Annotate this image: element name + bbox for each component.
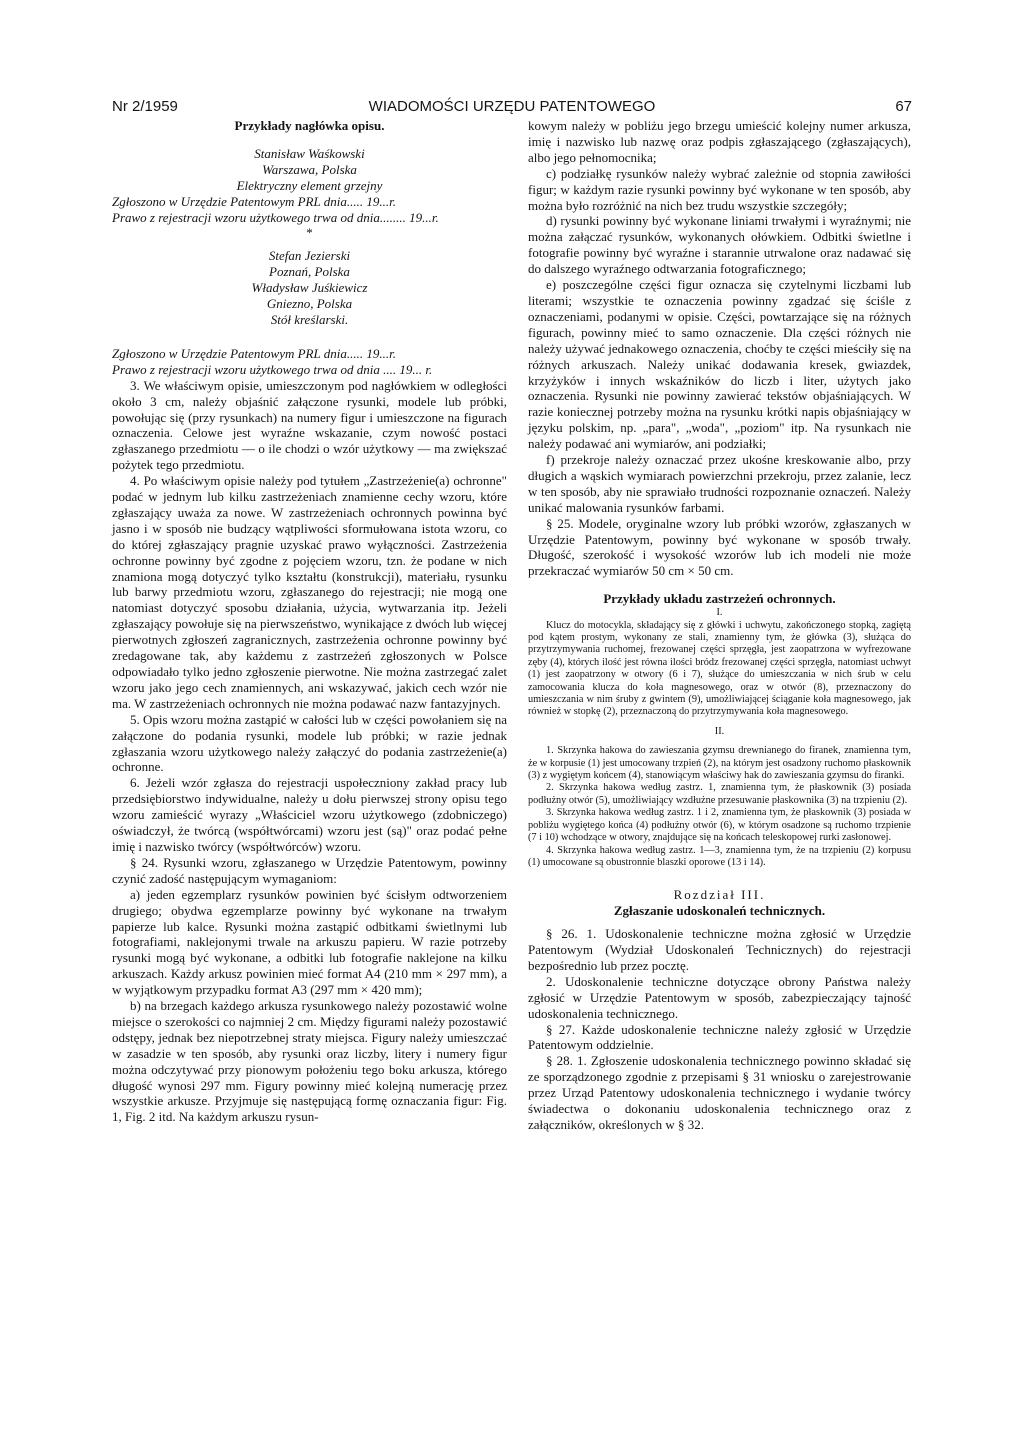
example1-city: Warszawa, Polska [262,161,357,177]
page-number: 67 [895,98,912,115]
left-column [112,118,507,1125]
page-header [112,98,912,120]
example2-author2: Władysław Juśkiewicz [251,280,368,296]
paragraph-4: 4. Po właściwym opisie należy pod tytułem „Zastrzeżenie(a) ochronne" podać w jednym lub kilku zastrzeżeniach znamienne cechy wzoru, które zgłaszający uważa za nowe. W zastrzeżeniach ochronnych powinna być jasno i w sposób nie budzący wątpliwości sformułowana istota wzoru, co do której zgłaszający pragnie uzyskać prawo wyłączności. Zastrzeżenia ochronne powinny być zgodne z pojęciem wzoru, tzn. że podane w nich znamiona mogą dotyczyć tylko kształtu (konstrukcji), materiału, rysunku lub barwy przedmiotu wzoru, zgłaszanego do rejestracji; nie mogą one natomiast dotyczyć sposobu działania, użycia, wytwarzania itp. Jeżeli zgłaszający powołuje się na pierwszeństwo, wynikające z dwóch lub więcej pierwotnych zgłoszeń zagranicznych, zastrzeżenia ochronne powinny być zredagowane tak, aby każdemu z zastrzeżeń zgłoszonych w Polsce odpowiadało tylko jedno zgłoszenie pierwotne. Nie można zastrzegać zalet wzoru jako jego cech znamiennych, ani wskazywać, jakich cech wzór nie ma. W zastrzeżeniach ochronnych nie można podawać nazw fantazyjnych. [112,473,507,711]
right-column [528,118,911,1133]
example1-filed: Zgłoszono w Urzędzie Patentowym PRL dnia..... 19...r. [112,193,396,209]
example-ii-label: II. [714,725,725,737]
section-27: § 27. Każde udoskonalenie techniczne należy zgłosić w Urzędzie Patentowym oddzielnie. [528,1021,911,1053]
example1-author: Stanisław Waśkowski [254,145,365,161]
claim-item: 4. Skrzynka hakowa według zastrz. 1—3, znamienna tym, że na trzpieniu (2) korpusu (1) umocowane są obustronnie blaszki oporowe (13 i 14). [528,844,911,868]
section-24: § 24. Rysunki wzoru, zgłaszanego w Urzędzie Patentowym, powinny czynić zadość następującym wymaganiom: [112,854,507,886]
example-i-label: I. [716,607,723,619]
item-b: b) na brzegach każdego arkusza rysunkowego należy pozostawić wolne miejsce o szerokości co najmniej 2 cm. Między figurami należy pozostawić odstępy, jednak bez niepotrzebnej straty miejsca. Figury należy umieszczać w zasadzie w ten sposób, aby rysunki oraz liczby, litery i numery figur można odczytywać przy pionowym położeniu tego boku arkusza, którego długość wynosi 297 mm. Figury powinny mieć kolejną numerację przez wszystkie arkusze. Przyjmuje się następującą formę oznaczania figur: Fig. 1, Fig. 2 itd. Na każdym arkuszu rysun- [112,998,507,1125]
section-28: § 28. 1. Zgłoszenie udoskonalenia technicznego powinno składać się ze sporządzonego zgodnie z przepisami § 31 wniosku o zarejestrowanie przez Urząd Patentowy udoskonalenia technicznego i wydanie twórcy świadectwa o dokonaniu udoskonalenia technicznego oraz z załączników, określonych w § 32. [528,1053,911,1132]
claim-item: 1. Skrzynka hakowa do zawieszania gzymsu drewnianego do firanek, znamienna tym, że w korpusie (1) jest umocowany trzpień (2), na którym jest osadzony ruchomo płaskownik (3) z wygiętym końcem (4), stanowiącym właściwy hak do zawieszania gzymsu do firanki. [528,745,911,782]
example2-city2: Gniezno, Polska [266,296,353,312]
issue-number: Nr 2/1959 [112,98,178,115]
chapter-title: Zgłaszanie udoskonaleń technicznych. [613,903,826,919]
paragraph-6: 6. Jeżeli wzór zgłasza do rejestracji uspołeczniony zakład pracy lub przedsiębiorstwo indywidualne, należy u dołu pierwszej strony opisu tego wzoru zamieścić wyrazy „Właściciel wzoru użytkowego (zdobniczego) oświadczył, że twórcą (współtwórcami) wzoru jest (są)" oraz podać pełne imię i nazwisko twórcy (współtwórców) wzoru. [112,775,507,854]
item-f: f) przekroje należy oznaczać przez ukośne kreskowanie albo, przy długich a wąskich wymiarach powierzchni przekroju, przez zalanie, lecz w ten sposób, aby nie sprawiało trudności rozpoznanie oznaczeń. Należy unikać malowania rysunków farbami. [528,452,911,515]
section-26-2: 2. Udoskonalenie techniczne dotyczące obrony Państwa należy zgłosić w Urzędzie Patentowym w sposób, zabezpieczający tajność udoskonalenia technicznego. [528,973,911,1021]
example1-title: Elektryczny element grzejny [236,177,383,193]
chapter-label: Rozdział III. [673,887,766,903]
asterisk-separator: * [306,225,313,241]
section-25: § 25. Modele, oryginalne wzory lub próbki wzorów, zgłaszanych w Urzędzie Patentowym, powinny być wykonane w sposób trwały. Długość, szerokość i wysokość wzorów lub ich modeli nie może przekraczać wymiarów 50 cm × 50 cm. [528,515,911,579]
claim-item: 2. Skrzynka hakowa według zastrz. 1, znamienna tym, że płaskownik (3) posiada podłużny otwór (5), umożliwiający wzdłużne przesuwanie płaskownika (3) na trzpieniu (2). [528,782,911,806]
journal-title: WIADOMOŚCI URZĘDU PATENTOWEGO [368,98,656,115]
paragraph-3: 3. We właściwym opisie, umieszczonym pod nagłówkiem w odległości około 3 cm, należy objaśnić załączone rysunki, modele lub próbki, powołując się (przy rysunkach) na numery figur i umieszczone na figurach oznaczenia. Celowe jest wyraźne wskazanie, czym nowość postaci zgłaszanego przedmiotu — o ile chodzi o wzór użytkowy — ma zwiększać pożytek tego przedmiotu. [112,377,507,473]
item-a: a) jeden egzemplarz rysunków powinien być ścisłym odtworzeniem drugiego; obydwa egzemplarze powinny być wykonane na trwałym papierze lub kalce. Rysunki można zastąpić odbitkami świetlnymi lub fotografiami, naklejonymi trwale na arkuszu papieru. W razie potrzeby rysunki mogą być wykonane, a odbitki lub fotografie naklejone na kilku arkuszach. Każdy arkusz powinien mieć format A4 (210 mm × 297 mm), a w wyjątkowym przypadku format A3 (297 mm × 420 mm); [112,886,507,998]
item-b-continued: kowym należy w pobliżu jego brzegu umieścić kolejny numer arkusza, imię i nazwisko lub nazwę oraz podpis zgłaszającego (zgłaszających), albo jego pełnomocnika; [528,118,911,165]
item-c: c) podziałkę rysunków należy wybrać zależnie od stopnia zawiłości figur; w każdym razie rysunki powinny być wykonane w ten sposób, aby można było rozróżnić na nich bez trudu wszystkie szczegóły; [528,165,911,213]
claim-item: 3. Skrzynka hakowa według zastrz. 1 i 2, znamienna tym, że płaskownik (3) posiada w pobliżu wygiętego końca (4) podłużny otwór (6), w którym osadzone są ruchomo trzpienie (7 i 10) wchodzące w otwory, znajdujące się na końcach teleskopowej rurki zasłonowej. [528,807,911,844]
example2-city1: Poznań, Polska [269,264,350,280]
example2-title: Stół kreślarski. [270,311,349,327]
example-i-text: Klucz do motocykla, składający się z główki i uchwytu, zakończonego stopką, zagiętą pod kątem prostym, wykonany ze stali, znamienny tym, że główka (3), służąca do przytrzymywania ruchomej, frezowanej części sprzęgła, jest zaopatrzona w wyfrezowane zęby (4), których ilość jest równa ilości bródz frezowanej części sprzęgła, natomiast uchwyt (1) jest zaopatrzony w otwory (6 i 7), służące do umieszczania w nich śrub w celu zamocowania klucza do koła magnesowego, oraz w otwór (8), przeznaczony do umieszczania w nim śruby z gwintem (9), umożliwiającej ściąganie koła magnesowego, jak również w stopkę (2), przeznaczoną do przytrzymywania koła magnesowego. [528,619,911,718]
example1-right: Prawo z rejestracji wzoru użytkowego trwa od dnia........ 19...r. [112,209,439,225]
example2-author1: Stefan Jezierski [268,248,351,264]
paragraph-5: 5. Opis wzoru można zastąpić w całości lub w części powołaniem się na załączone do podania rysunki, modele lub próbki; w razie jednak zgłaszania wzoru użytkowego należy załączyć do podania zastrzeżenie(a) ochronne. [112,711,507,775]
claims-examples-heading: Przykłady układu zastrzeżeń ochronnych. [603,591,836,607]
section-26-1: § 26. 1. Udoskonalenie techniczne można zgłosić w Urzędzie Patentowym (Wydział Udoskonaleń Technicznych) do rejestracji bezpośrednio lub przez pocztę. [528,926,911,973]
header-examples-heading: Przykłady nagłówka opisu. [234,118,385,133]
item-d: d) rysunki powinny być wykonane liniami trwałymi i wyraźnymi; nie można załączać rysunków, wykonanych ołówkiem. Odbitki świetlne i fotografie powinny być wyraźne i starannie utrwalone oraz nadawać się do dalszego wyraźnego odtwarzania fotograficznego; [528,213,911,277]
example2-filed: Zgłoszono w Urzędzie Patentowym PRL dnia..... 19...r. [112,345,396,361]
example2-right: Prawo z rejestracji wzoru użytkowego trwa od dnia .... 19... r. [112,361,433,377]
item-e: e) poszczególne części figur oznacza się czytelnymi liczbami lub literami; wszystkie te oznaczenia powinny zgadzać się ściśle z oznaczeniami, podanymi w opisie. Części, powtarzające się na różnych figurach, powinny mieć to samo oznaczenie. Dla części różnych nie należy używać jednakowego oznaczenia, choćby te części mieściły się na różnych arkuszach. Należy unikać dodawania kresek, gwiazdek, krzyżyków i innych wskaźników do liczb i liter, użytych jako oznaczenia. Rysunki nie powinny zawierać tekstów objaśniających. W razie koniecznej potrzeby można na rysunku krótki napis objaśniający w języku polskim, np. „para", „woda", „poziom" itp. Na rysunkach nie należy podawać ani wymiarów, ani podziałki; [528,277,911,452]
